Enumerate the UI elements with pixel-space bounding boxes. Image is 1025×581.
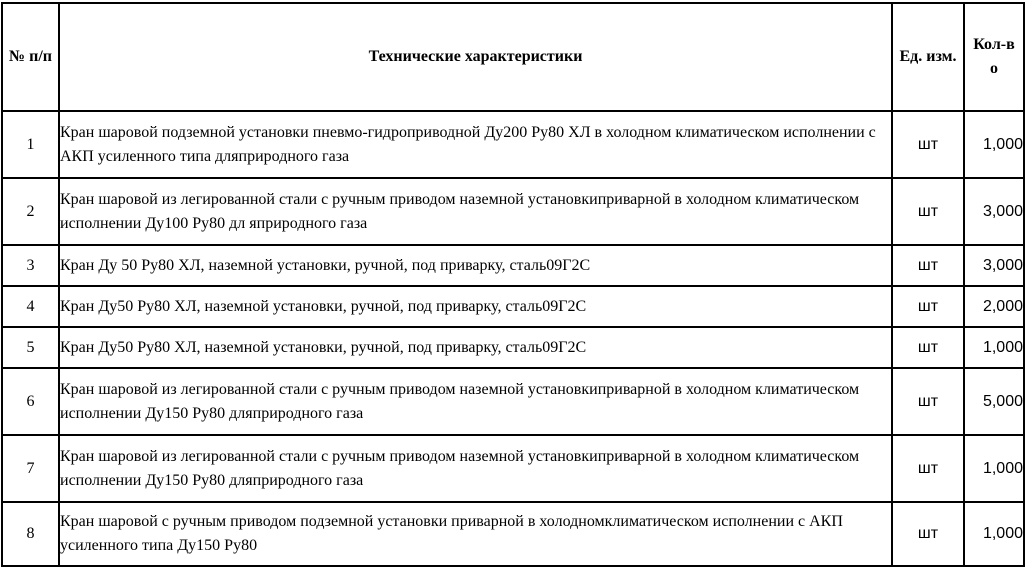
table-row <box>2 435 1024 502</box>
table-row <box>2 245 1024 286</box>
row-num: 4 <box>2 286 59 327</box>
row-desc: Кран Ду 50 Ру80 ХЛ, наземной установки, ручной, под приварку, сталь09Г2С <box>59 245 892 286</box>
row-desc: Кран Ду50 Ру80 ХЛ, наземной установки, ручной, под приварку, сталь09Г2С <box>59 286 892 327</box>
row-num: 8 <box>2 502 59 566</box>
row-qty: 5,000 <box>964 368 1024 435</box>
row-unit: шт <box>892 286 964 327</box>
row-qty: 1,000 <box>964 111 1024 178</box>
table-row <box>2 502 1024 566</box>
table-row <box>2 111 1024 178</box>
row-unit: шт <box>892 327 964 368</box>
row-unit: шт <box>892 502 964 566</box>
row-unit: шт <box>892 435 964 502</box>
row-unit: шт <box>892 111 964 178</box>
row-desc: Кран шаровой с ручным приводом подземной установки приварной в холодномклиматическом исполнении с АКП усиленного типа Ду150 Ру80 <box>59 502 892 566</box>
header-desc: Технические характеристики <box>59 3 892 111</box>
row-desc: Кран шаровой из легированной стали с ручным приводом наземной установкиприварной в холодном климатическом исполнении Ду100 Ру80 дл яприродного газа <box>59 178 892 245</box>
row-unit: шт <box>892 245 964 286</box>
row-num: 6 <box>2 368 59 435</box>
row-qty: 1,000 <box>964 327 1024 368</box>
header-unit: Ед. изм. <box>892 3 964 111</box>
table-row <box>2 327 1024 368</box>
row-desc: Кран шаровой из легированной стали с ручным приводом наземной установкиприварной в холодном климатическом исполнении Ду150 Ру80 дляприродного газа <box>59 435 892 502</box>
header-qty <box>964 3 1024 111</box>
table-row <box>2 368 1024 435</box>
row-desc: Кран шаровой из легированной стали с ручным приводом наземной установкиприварной в холодном климатическом исполнении Ду150 Ру80 дляприродного газа <box>59 368 892 435</box>
row-num: 2 <box>2 178 59 245</box>
row-qty: 3,000 <box>964 245 1024 286</box>
header-row <box>2 3 1024 111</box>
row-unit: шт <box>892 368 964 435</box>
row-qty: 2,000 <box>964 286 1024 327</box>
row-unit: шт <box>892 178 964 245</box>
header-num: № п/п <box>2 3 59 111</box>
row-num: 1 <box>2 111 59 178</box>
table-row <box>2 286 1024 327</box>
row-num: 5 <box>2 327 59 368</box>
row-qty: 3,000 <box>964 178 1024 245</box>
header-qty-text: Кол-во <box>973 36 1015 77</box>
row-qty: 1,000 <box>964 435 1024 502</box>
row-desc: Кран Ду50 Ру80 ХЛ, наземной установки, ручной, под приварку, сталь09Г2С <box>59 327 892 368</box>
table-row <box>2 178 1024 245</box>
spec-table <box>1 2 1025 567</box>
row-num: 3 <box>2 245 59 286</box>
row-desc: Кран шаровой подземной установки пневмо-гидроприводной Ду200 Ру80 ХЛ в холодном климатическом исполнении с АКП усиленного типа дляприродного газа <box>59 111 892 178</box>
row-qty: 1,000 <box>964 502 1024 566</box>
row-num: 7 <box>2 435 59 502</box>
